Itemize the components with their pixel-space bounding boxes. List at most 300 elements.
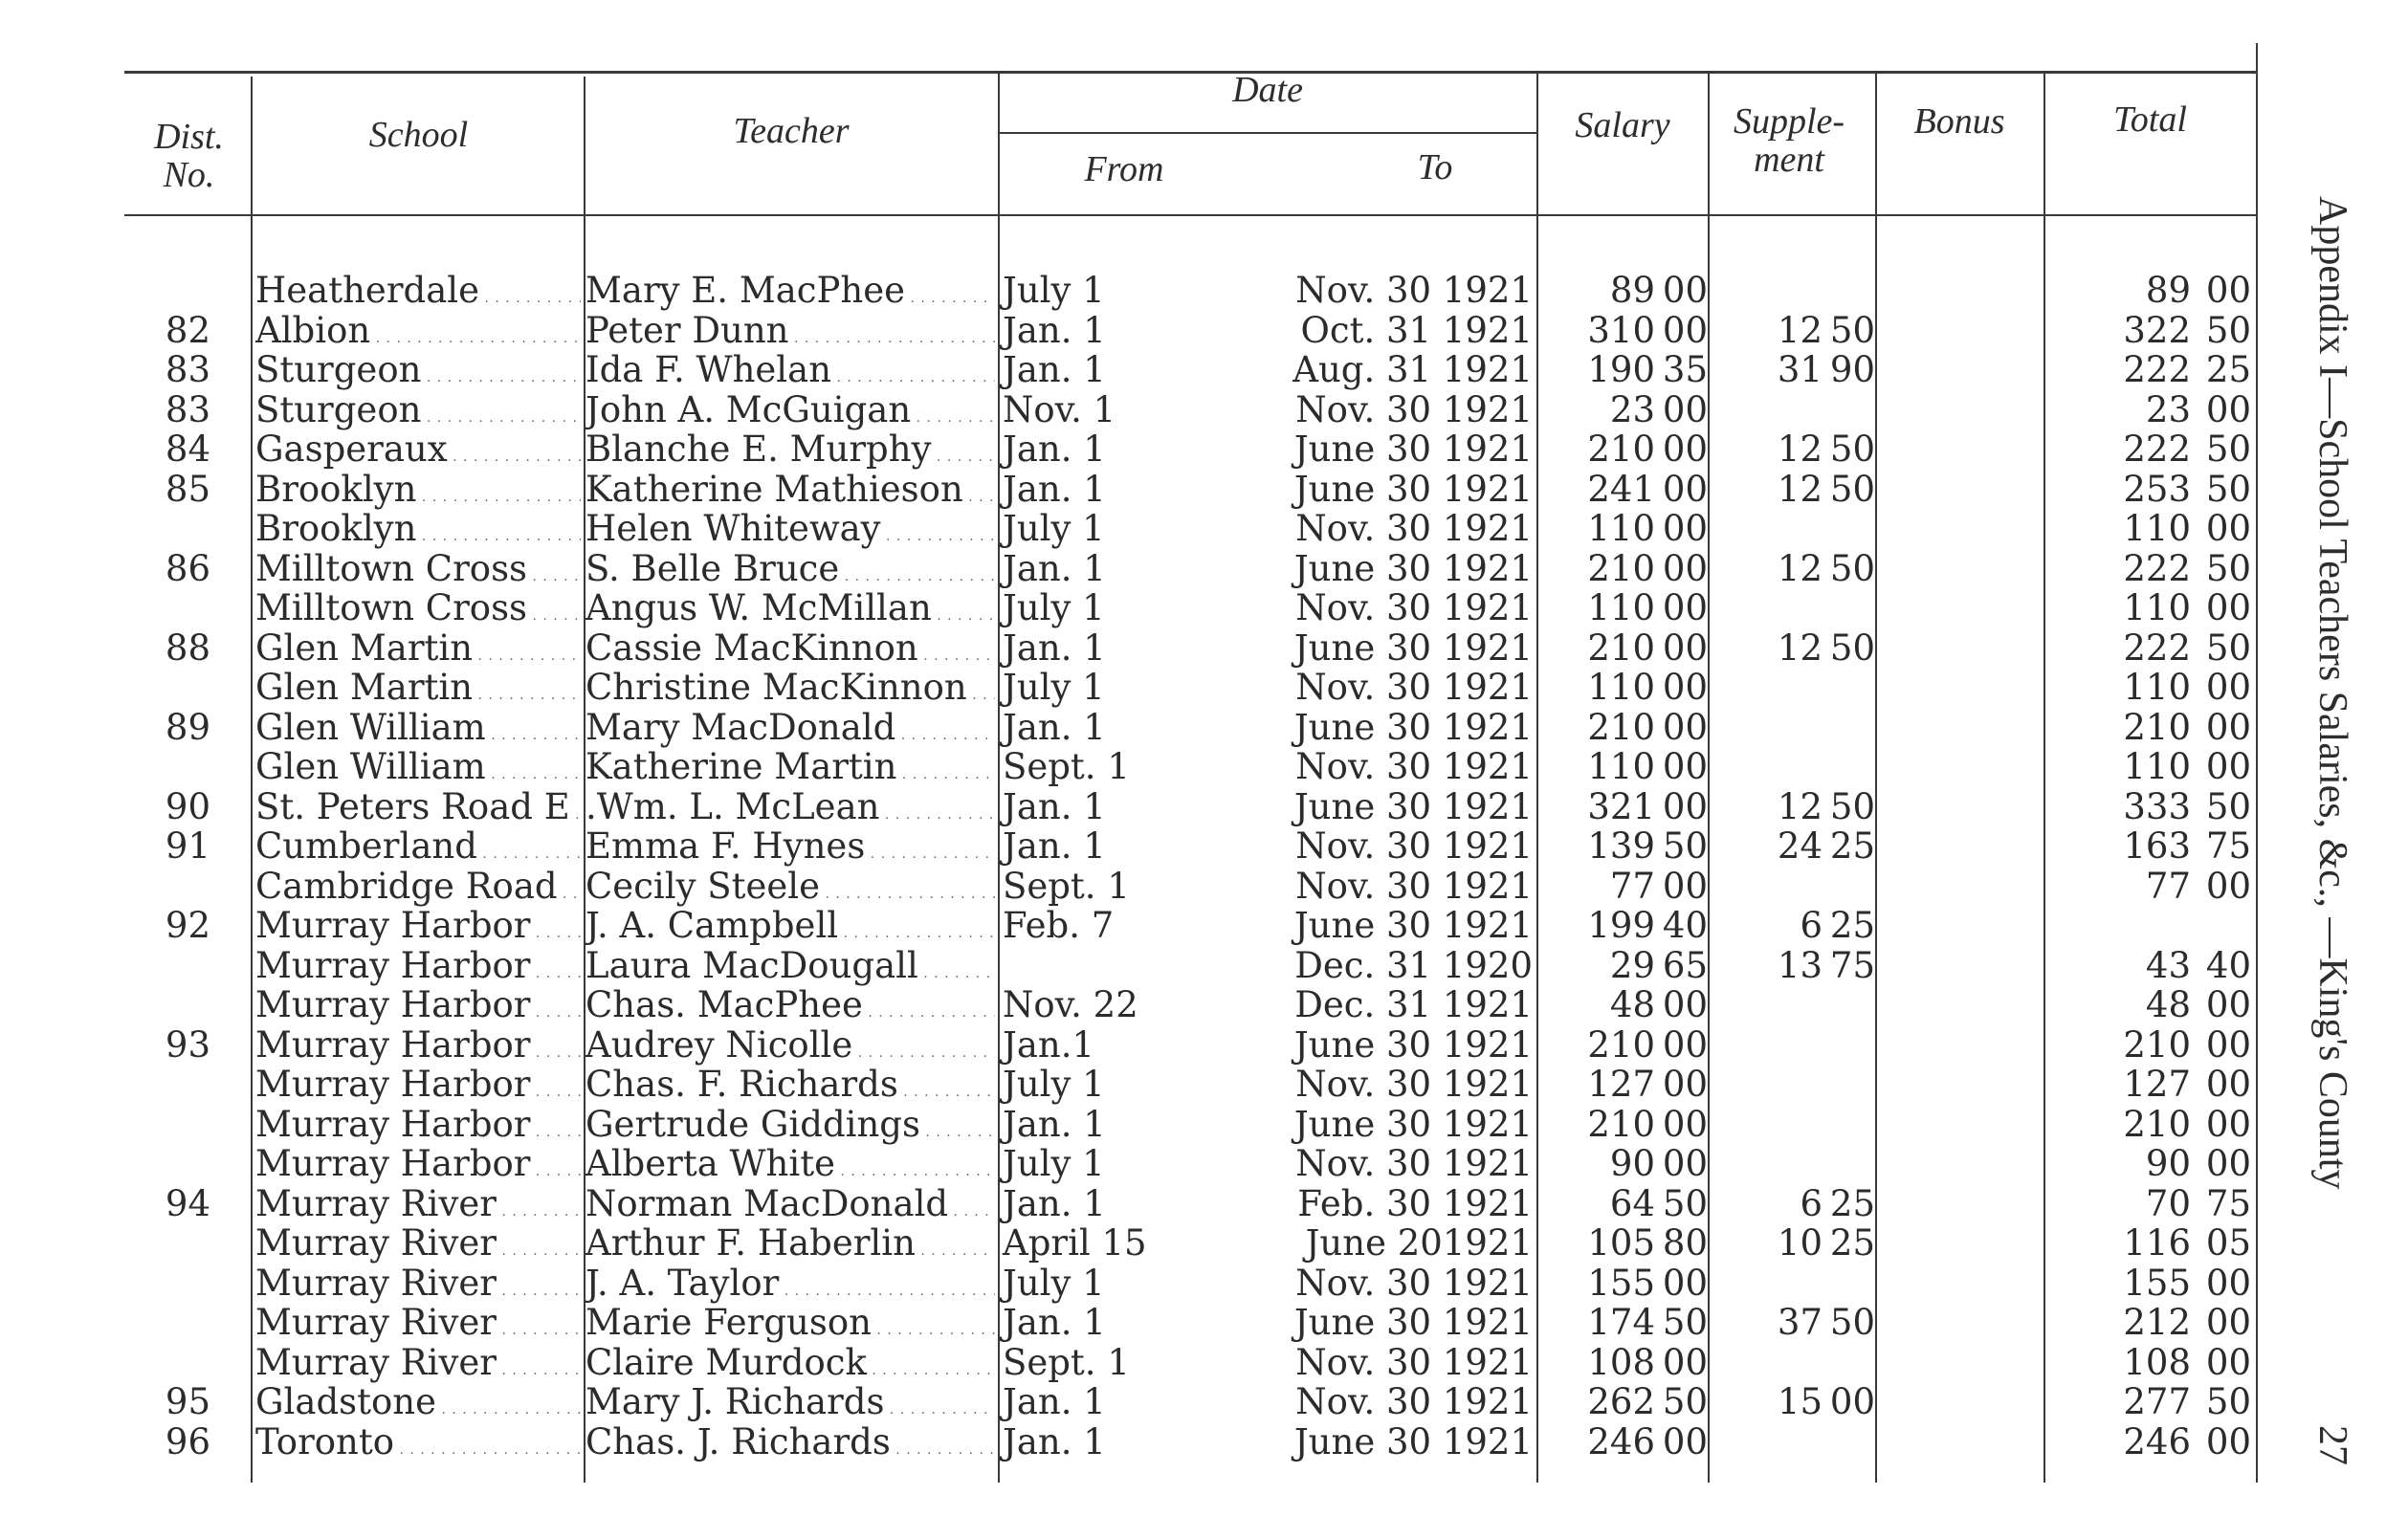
dist-no <box>134 987 210 1025</box>
supplement-cents <box>1827 710 1875 748</box>
header-to: To <box>1417 147 1453 187</box>
date-from: Feb. 7 <box>1003 905 1115 946</box>
header-bottom-rule <box>124 214 2256 216</box>
supplement-dollars <box>1712 1027 1823 1066</box>
salary-cents: 00 <box>1662 1421 1708 1462</box>
total-dollars: 110 <box>2123 508 2191 549</box>
date-from: July 1 <box>1003 667 1105 708</box>
date-from: Nov. 22 <box>1003 984 1138 1025</box>
total-cents: 25 <box>2205 349 2251 390</box>
dist-no <box>134 868 210 907</box>
school-name: Murray Harbor . . . <box>255 1107 581 1145</box>
dist-no <box>134 1345 210 1383</box>
date-to: Feb. 30 1921 <box>1297 1183 1533 1224</box>
date-from: Jan. 1 <box>1003 310 1106 351</box>
header-teacher: Teacher <box>733 111 850 151</box>
school-name: Gladstone . . . <box>255 1384 581 1422</box>
school-name: Glen William . . . <box>255 710 581 748</box>
teacher-name: Helen Whiteway . . . <box>585 511 995 549</box>
date-from: Jan.1 <box>1003 1024 1095 1066</box>
salary-dollars: 89 <box>1609 270 1655 311</box>
dist-no: 83 <box>165 349 210 390</box>
date-to: June 30 1921 <box>1293 548 1533 589</box>
total-dollars: 110 <box>2123 587 2191 628</box>
supplement-cents <box>1827 1265 1875 1304</box>
header-total: Total <box>2113 99 2187 140</box>
date-to: June 30 1921 <box>1293 1104 1533 1145</box>
date-to: June 201921 <box>1305 1222 1533 1264</box>
school-name: Gasperaux . . . <box>255 431 581 470</box>
date-from: Jan. 1 <box>1003 429 1106 470</box>
page-number: 27 <box>2310 1425 2354 1465</box>
supplement-cents <box>1827 392 1875 430</box>
total-cents: 00 <box>2205 1421 2251 1462</box>
supplement-cents: 50 <box>1829 627 1875 669</box>
supplement-cents <box>1827 670 1875 708</box>
total-cents: 00 <box>2205 1263 2251 1304</box>
dist-no: 85 <box>165 469 210 510</box>
date-from: July 1 <box>1003 508 1105 549</box>
supplement-cents: 25 <box>1829 825 1875 867</box>
salary-cents: 00 <box>1662 1064 1708 1105</box>
school-name: Sturgeon . . . <box>255 392 581 430</box>
date-from: July 1 <box>1003 270 1105 311</box>
supplement-dollars <box>1712 987 1823 1025</box>
total-dollars: 222 <box>2123 627 2191 669</box>
school-name: Toronto . . . <box>255 1424 581 1462</box>
school-name: Murray Harbor . . . <box>255 1146 581 1184</box>
date-subrule <box>998 132 1536 134</box>
date-to: Nov. 30 1921 <box>1295 1342 1533 1383</box>
total-cents: 50 <box>2205 310 2251 351</box>
school-name: Murray River . . . <box>255 1186 581 1224</box>
teacher-name: Chas. MacPhee . . . <box>585 987 995 1025</box>
supplement-dollars: 12 <box>1777 310 1823 351</box>
date-to: Nov. 30 1921 <box>1295 270 1533 311</box>
supplement-cents <box>1827 868 1875 907</box>
date-from: Jan. 1 <box>1003 349 1106 390</box>
salary-cents: 00 <box>1662 548 1708 589</box>
salary-cents: 00 <box>1662 984 1708 1025</box>
date-to: June 30 1921 <box>1293 905 1533 946</box>
header-supplement: Supple- ment <box>1733 101 1845 180</box>
teacher-name: Chas. F. Richards . . . <box>585 1066 995 1105</box>
school-name: Heatherdale . . . <box>255 273 581 311</box>
date-to: Nov. 30 1921 <box>1295 508 1533 549</box>
supplement-cents <box>1827 1027 1875 1066</box>
salary-dollars: 210 <box>1587 707 1655 748</box>
teacher-name: Emma F. Hynes . . . <box>585 828 995 867</box>
date-from: Jan. 1 <box>1003 1302 1106 1343</box>
dist-no: 95 <box>165 1381 210 1422</box>
teacher-name: J. A. Campbell . . . <box>585 908 995 946</box>
salary-dollars: 210 <box>1587 1024 1655 1066</box>
col-rule-5 <box>1708 71 1710 1483</box>
total-cents: 00 <box>2205 1143 2251 1184</box>
supplement-dollars: 10 <box>1777 1222 1823 1264</box>
salary-dollars: 105 <box>1587 1222 1655 1264</box>
dist-no: 93 <box>165 1024 210 1066</box>
teacher-name: Cassie MacKinnon . . . <box>585 630 995 669</box>
total-dollars: 210 <box>2123 707 2191 748</box>
date-from: Jan. 1 <box>1003 786 1106 827</box>
total-dollars: 277 <box>2123 1381 2191 1422</box>
total-cents: 00 <box>2205 1104 2251 1145</box>
supplement-cents <box>1827 273 1875 311</box>
total-cents: 00 <box>2205 389 2251 430</box>
salary-dollars: 139 <box>1587 825 1655 867</box>
school-name: St. Peters Road E . . . <box>255 789 581 827</box>
total-dollars: 222 <box>2123 548 2191 589</box>
supplement-cents: 50 <box>1829 548 1875 589</box>
supplement-dollars <box>1712 273 1823 311</box>
date-to: Nov. 30 1921 <box>1295 1143 1533 1184</box>
total-dollars: 253 <box>2123 469 2191 510</box>
supplement-cents: 90 <box>1829 349 1875 390</box>
total-cents: 50 <box>2205 429 2251 470</box>
supplement-dollars: 12 <box>1777 786 1823 827</box>
teacher-name: S. Belle Bruce . . . <box>585 551 995 589</box>
salary-dollars: 29 <box>1609 945 1655 986</box>
header-from: From <box>1084 149 1164 189</box>
total-cents: 00 <box>2205 1302 2251 1343</box>
supplement-dollars <box>1712 1066 1823 1105</box>
supplement-cents <box>1827 987 1875 1025</box>
header-dist: Dist. No. <box>154 117 224 195</box>
teacher-name: Laura MacDougall . . . <box>585 948 995 986</box>
total-dollars: 222 <box>2123 349 2191 390</box>
total-dollars <box>2047 908 2191 946</box>
total-dollars: 77 <box>2145 866 2191 907</box>
total-dollars: 322 <box>2123 310 2191 351</box>
dist-no: 83 <box>165 389 210 430</box>
salary-cents: 00 <box>1662 508 1708 549</box>
supplement-dollars: 15 <box>1777 1381 1823 1422</box>
salary-dollars: 77 <box>1609 866 1655 907</box>
date-to: June 30 1921 <box>1293 707 1533 748</box>
teacher-name: Audrey Nicolle . . . <box>585 1027 995 1066</box>
teacher-name: Peter Dunn . . . <box>585 313 995 351</box>
date-from: Jan. 1 <box>1003 1381 1106 1422</box>
salary-cents: 00 <box>1662 786 1708 827</box>
date-to: June 30 1921 <box>1293 786 1533 827</box>
dist-no <box>134 590 210 628</box>
supplement-cents: 50 <box>1829 1302 1875 1343</box>
col-rule-6 <box>1875 71 1877 1483</box>
teacher-name: Angus W. McMillan . . . <box>585 590 995 628</box>
total-cents: 50 <box>2205 548 2251 589</box>
date-to: Oct. 31 1921 <box>1300 310 1533 351</box>
supplement-cents <box>1827 1107 1875 1145</box>
total-dollars: 110 <box>2123 746 2191 787</box>
salary-cents: 80 <box>1662 1222 1708 1264</box>
date-to: June 30 1921 <box>1293 469 1533 510</box>
dist-no: 88 <box>165 627 210 669</box>
dist-no: 91 <box>165 825 210 867</box>
school-name: Murray River . . . <box>255 1305 581 1343</box>
supplement-dollars <box>1712 1107 1823 1145</box>
teacher-name: Mary J. Richards . . . <box>585 1384 995 1422</box>
total-cents: 00 <box>2205 866 2251 907</box>
school-name: Sturgeon . . . <box>255 352 581 390</box>
supplement-dollars: 13 <box>1777 945 1823 986</box>
school-name: Murray Harbor . . . <box>255 987 581 1025</box>
supplement-cents: 50 <box>1829 429 1875 470</box>
school-name: Murray Harbor . . . <box>255 948 581 986</box>
date-to: June 30 1921 <box>1293 1024 1533 1066</box>
dist-no: 90 <box>165 786 210 827</box>
supplement-dollars: 37 <box>1777 1302 1823 1343</box>
supplement-dollars <box>1712 1146 1823 1184</box>
school-name: Brooklyn . . . <box>255 511 581 549</box>
salary-cents: 50 <box>1662 1302 1708 1343</box>
total-cents: 40 <box>2205 945 2251 986</box>
total-dollars: 43 <box>2145 945 2191 986</box>
teacher-name: Blanche E. Murphy . . . <box>585 431 995 470</box>
supplement-cents <box>1827 590 1875 628</box>
salary-cents: 00 <box>1662 429 1708 470</box>
date-to: Aug. 31 1921 <box>1292 349 1533 390</box>
teacher-name: Mary E. MacPhee . . . <box>585 273 995 311</box>
supplement-dollars <box>1712 590 1823 628</box>
salary-cents: 00 <box>1662 587 1708 628</box>
total-dollars: 127 <box>2123 1064 2191 1105</box>
salary-cents: 65 <box>1662 945 1708 986</box>
date-to: June 30 1921 <box>1293 1421 1533 1462</box>
supplement-dollars <box>1712 511 1823 549</box>
total-dollars: 163 <box>2123 825 2191 867</box>
salary-cents: 50 <box>1662 1381 1708 1422</box>
school-name: Milltown Cross . . . <box>255 551 581 589</box>
total-cents: 05 <box>2205 1222 2251 1264</box>
salary-dollars: 210 <box>1587 627 1655 669</box>
supplement-cents: 00 <box>1829 1381 1875 1422</box>
side-title: Appendix I—School Teachers Salaries, &c., —King's County <box>2310 196 2354 1190</box>
supplement-dollars: 6 <box>1800 905 1823 946</box>
date-to: Nov. 30 1921 <box>1295 1064 1533 1105</box>
date-from: Sept. 1 <box>1003 746 1130 787</box>
total-cents: 00 <box>2205 1342 2251 1383</box>
date-from: Jan. 1 <box>1003 707 1106 748</box>
dist-no: 86 <box>165 548 210 589</box>
col-rule-3 <box>998 71 1000 1483</box>
school-name: Glen Martin . . . <box>255 670 581 708</box>
teacher-name: Arthur F. Haberlin . . . <box>585 1225 995 1264</box>
supplement-cents <box>1827 1424 1875 1462</box>
date-from: Sept. 1 <box>1003 1342 1130 1383</box>
salary-cents: 50 <box>1662 1183 1708 1224</box>
dist-no <box>134 1305 210 1343</box>
total-cents: 50 <box>2205 469 2251 510</box>
dist-no: 92 <box>165 905 210 946</box>
total-cents: 00 <box>2205 587 2251 628</box>
salary-dollars: 199 <box>1587 905 1655 946</box>
total-dollars: 333 <box>2123 786 2191 827</box>
supplement-dollars: 12 <box>1777 429 1823 470</box>
salary-dollars: 262 <box>1587 1381 1655 1422</box>
school-name: Murray Harbor . . . <box>255 908 581 946</box>
date-from: Jan. 1 <box>1003 1183 1106 1224</box>
date-from <box>1003 948 1194 986</box>
teacher-name: Katherine Mathieson . . . <box>585 472 995 510</box>
supplement-dollars <box>1712 749 1823 787</box>
supplement-dollars <box>1712 392 1823 430</box>
total-cents: 50 <box>2205 786 2251 827</box>
total-dollars: 23 <box>2145 389 2191 430</box>
col-rule-7 <box>2043 71 2045 1483</box>
supplement-dollars: 12 <box>1777 469 1823 510</box>
date-from: Jan. 1 <box>1003 469 1106 510</box>
total-dollars: 90 <box>2145 1143 2191 1184</box>
salary-dollars: 210 <box>1587 429 1655 470</box>
total-cents: 00 <box>2205 984 2251 1025</box>
supplement-cents <box>1827 1345 1875 1383</box>
total-cents: 00 <box>2205 270 2251 311</box>
teacher-name: Alberta White . . . <box>585 1146 995 1184</box>
salary-dollars: 321 <box>1587 786 1655 827</box>
school-name: Cumberland . . . <box>255 828 581 867</box>
total-cents: 75 <box>2205 825 2251 867</box>
salary-dollars: 246 <box>1587 1421 1655 1462</box>
teacher-name: Norman MacDonald . . . <box>585 1186 995 1224</box>
header-school: School <box>368 115 469 155</box>
teacher-name: J. A. Taylor . . . <box>585 1265 995 1304</box>
dist-no <box>134 1066 210 1105</box>
date-to: June 30 1921 <box>1293 429 1533 470</box>
total-dollars: 116 <box>2123 1222 2191 1264</box>
salary-dollars: 210 <box>1587 1104 1655 1145</box>
date-from: Jan. 1 <box>1003 825 1106 867</box>
salary-cents: 00 <box>1662 746 1708 787</box>
supplement-dollars: 12 <box>1777 627 1823 669</box>
school-name: Murray River . . . <box>255 1345 581 1383</box>
school-name: Murray Harbor . . . <box>255 1066 581 1105</box>
salary-cents: 00 <box>1662 866 1708 907</box>
date-from: Jan. 1 <box>1003 1421 1106 1462</box>
teacher-name: Claire Murdock . . . <box>585 1345 995 1383</box>
salary-dollars: 110 <box>1587 667 1655 708</box>
dist-no: 84 <box>165 429 210 470</box>
school-name: Murray River . . . <box>255 1265 581 1304</box>
salary-dollars: 23 <box>1609 389 1655 430</box>
salary-dollars: 155 <box>1587 1263 1655 1304</box>
dist-no: 94 <box>165 1183 210 1224</box>
total-cents: 50 <box>2205 1381 2251 1422</box>
supplement-dollars: 24 <box>1777 825 1823 867</box>
teacher-name: Chas. J. Richards . . . <box>585 1424 995 1462</box>
date-to: Nov. 30 1921 <box>1295 587 1533 628</box>
salary-cents: 00 <box>1662 270 1708 311</box>
supplement-dollars <box>1712 1424 1823 1462</box>
header-date: Date <box>1232 70 1303 110</box>
total-dollars: 246 <box>2123 1421 2191 1462</box>
supplement-cents: 25 <box>1829 905 1875 946</box>
teacher-name: Ida F. Whelan . . . <box>585 352 995 390</box>
total-dollars: 155 <box>2123 1263 2191 1304</box>
total-dollars: 48 <box>2145 984 2191 1025</box>
salary-dollars: 90 <box>1609 1143 1655 1184</box>
salary-cents: 00 <box>1662 667 1708 708</box>
salary-dollars: 110 <box>1587 587 1655 628</box>
header-salary: Salary <box>1575 105 1670 145</box>
supplement-dollars <box>1712 710 1823 748</box>
dist-no: 82 <box>165 310 210 351</box>
total-dollars: 222 <box>2123 429 2191 470</box>
date-from: July 1 <box>1003 1143 1105 1184</box>
school-name: Glen William . . . <box>255 749 581 787</box>
total-cents: 00 <box>2205 746 2251 787</box>
dist-no <box>134 511 210 549</box>
date-from: April 15 <box>1003 1222 1147 1264</box>
dist-no: 89 <box>165 707 210 748</box>
supplement-dollars <box>1712 1265 1823 1304</box>
salary-dollars: 64 <box>1609 1183 1655 1224</box>
dist-no <box>134 1265 210 1304</box>
salary-cents: 00 <box>1662 1143 1708 1184</box>
school-name: Glen Martin . . . <box>255 630 581 669</box>
teacher-name: Christine MacKinnon . . . <box>585 670 995 708</box>
supplement-cents <box>1827 1066 1875 1105</box>
date-from: Nov. 1 <box>1003 389 1116 430</box>
salary-cents: 50 <box>1662 825 1708 867</box>
supplement-dollars <box>1712 1345 1823 1383</box>
total-dollars: 110 <box>2123 667 2191 708</box>
school-name: Murray Harbor . . . <box>255 1027 581 1066</box>
salary-dollars: 241 <box>1587 469 1655 510</box>
salary-dollars: 110 <box>1587 746 1655 787</box>
date-from: July 1 <box>1003 1064 1105 1105</box>
teacher-name: Mary MacDonald . . . <box>585 710 995 748</box>
salary-dollars: 190 <box>1587 349 1655 390</box>
date-from: Jan. 1 <box>1003 627 1106 669</box>
salary-cents: 00 <box>1662 310 1708 351</box>
col-rule-1 <box>251 77 253 1483</box>
total-cents: 00 <box>2205 707 2251 748</box>
salary-dollars: 48 <box>1609 984 1655 1025</box>
supplement-cents: 50 <box>1829 310 1875 351</box>
total-dollars: 108 <box>2123 1342 2191 1383</box>
header-bonus: Bonus <box>1913 101 2005 142</box>
dist-no: 96 <box>165 1421 210 1462</box>
salary-cents: 00 <box>1662 469 1708 510</box>
supplement-cents <box>1827 511 1875 549</box>
salary-cents: 00 <box>1662 707 1708 748</box>
date-to: Nov. 30 1921 <box>1295 1381 1533 1422</box>
date-to: Nov. 30 1921 <box>1295 825 1533 867</box>
total-dollars: 212 <box>2123 1302 2191 1343</box>
school-name: Milltown Cross . . . <box>255 590 581 628</box>
salary-dollars: 310 <box>1587 310 1655 351</box>
total-cents: 00 <box>2205 508 2251 549</box>
salary-cents: 40 <box>1662 905 1708 946</box>
supplement-cents: 50 <box>1829 469 1875 510</box>
supplement-dollars <box>1712 868 1823 907</box>
total-cents: 00 <box>2205 1064 2251 1105</box>
total-cents: 00 <box>2205 667 2251 708</box>
date-from: July 1 <box>1003 587 1105 628</box>
salary-cents: 35 <box>1662 349 1708 390</box>
dist-no <box>134 1225 210 1264</box>
teacher-name: .Wm. L. McLean . . . <box>585 789 995 827</box>
date-to: June 30 1921 <box>1293 627 1533 669</box>
date-from: July 1 <box>1003 1263 1105 1304</box>
teacher-name: Gertrude Giddings . . . <box>585 1107 995 1145</box>
salary-cents: 00 <box>1662 1342 1708 1383</box>
total-dollars: 89 <box>2145 270 2191 311</box>
school-name: Murray River . . . <box>255 1225 581 1264</box>
dist-no <box>134 749 210 787</box>
dist-no <box>134 948 210 986</box>
